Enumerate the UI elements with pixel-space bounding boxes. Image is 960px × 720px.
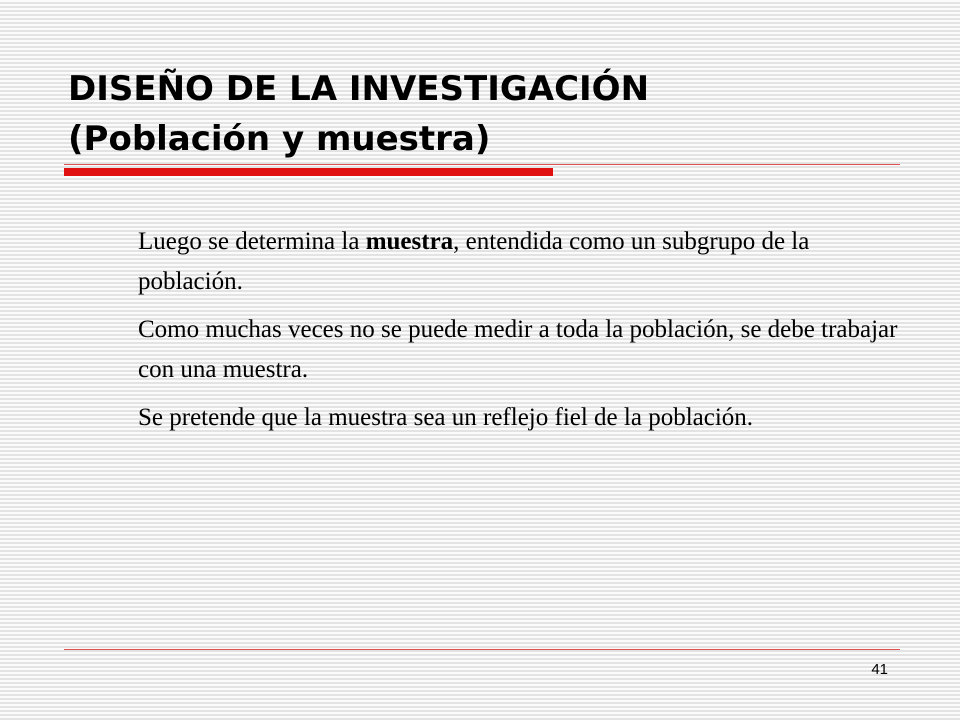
- paragraph-1-emphasis: muestra: [365, 228, 454, 255]
- body-paragraph: Se pretende que la muestra sea un reflejo fiel de la población.: [138, 404, 754, 431]
- body-paragraph: Como muchas veces no se puede medir a toda la población, se debe trabajar con una muestra.: [138, 316, 898, 383]
- page-number: 41: [871, 661, 888, 678]
- footer-rule: [64, 649, 900, 650]
- title-underline-thin: [64, 164, 900, 165]
- slide-title-line-2: (Población y muestra): [68, 119, 491, 159]
- paragraph-1-text-before: Luego se determina la: [138, 228, 366, 255]
- title-underline-accent: [64, 168, 553, 176]
- slide-body: [138, 222, 918, 446]
- slide-title: [68, 64, 908, 164]
- paragraph-1-text-after: , entendida como un subgrupo de la población.: [138, 228, 810, 295]
- slide-title-line-1: DISEÑO DE LA INVESTIGACIÓN: [68, 69, 650, 109]
- body-paragraph: [138, 222, 918, 302]
